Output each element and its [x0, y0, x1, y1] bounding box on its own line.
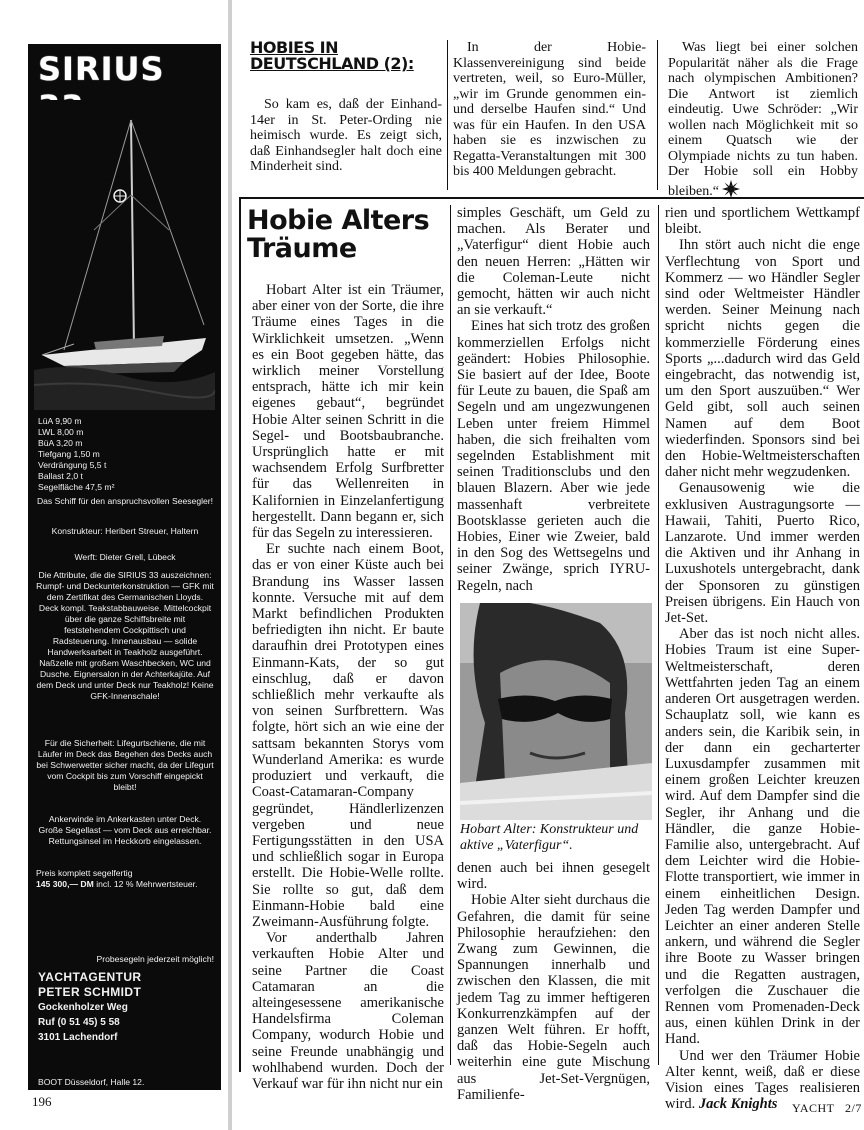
article-paragraph: Genausowenig wie die exklusiven Austragungsorte — Hawaii, Tahiti, Puerto Rico, Lanzarote. Und immer werden die Aktiven und ihr Anhang in Luxushotels untergebracht, dank der Sponsoren zu günstigen Preisen übrigens. Ein Hauch von Jet-Set.: [665, 480, 860, 627]
sirius-advert: [28, 44, 221, 1090]
agency-city: 3101 Lachendorf: [38, 1032, 118, 1043]
top-column-2: In der Hobie-Klassenvereinigung sind beide vertreten, weil, so Euro-Müller, „wir im Grunde genommen ein- und derselbe Haufen sind.“ Und was für ein Haufen. In den USA haben sie es inzwischen zu Regatta-Veranstaltungen mit 300 bis 400 Meldungen gebracht.: [453, 40, 646, 179]
article-paragraph: Vor anderthalb Jahren verkauften Hobie Alter und seine Partner die Coast Catamaran an die alteingesessene amerikanische Handelsfirma Coleman Company, wodurch Hobie und seine Freunde unabhängig und wohlhabend wurden. Doch der Verkauf war für ihn nicht nur ein: [252, 930, 444, 1092]
ad-price: [36, 868, 214, 890]
article-paragraph: Hobie Alter sieht durchaus die Gefahren, die damit für seine Philosophie heraufziehen: den Zwang zum Gewinnen, die Spannungen innerhalb und zwischen den Klassen, die mit jedem Tag zu immer heftigeren Konkurrenzkämpfen auf der ganzen Welt führen. Er hofft, daß das Hobie-Segeln auch weiterhin eine gute Mischung aus Jet-Set-Vergnügen, Familienfe-: [457, 892, 650, 1103]
spec-item: LWL 8,00 m: [38, 427, 84, 437]
ad-tagline: Das Schiff für den anspruchsvollen Seesegler!: [36, 496, 214, 506]
article-paragraph: Ihn stört auch nicht die enge Verflechtung von Sport und Kommerz — wo Händler Segler sind oder Weltmeister Händler werden. Seiner Meinung nach spricht nichts gegen die kommerzielle Förderung eines Sports „...dadurch wird das Geld eingebracht, das notwendig ist, um den Sport auszuüben.“ Wer Geld gibt, soll auch seinen Namen auf dem Boot wiederfinden. Sponsors sind bei den Hobie-Weltmeisterschaften daher nicht mehr wegzudenken.: [665, 237, 860, 481]
spec-item: Verdrängung 5,5 t: [38, 460, 107, 470]
ad-boat-show: BOOT Düsseldorf, Halle 12.: [38, 1077, 145, 1087]
ad-brand-logo: SIRIUS: [38, 50, 165, 88]
article-paragraph: rien und sportlichem Wettkampf bleibt.: [665, 205, 860, 238]
price-value: 145 300,— DM: [36, 879, 94, 889]
spec-item: Tiefgang 1,50 m: [38, 449, 100, 459]
ad-attributes: Die Attribute, die die SIRIUS 33 auszeichnen: Rumpf- und Deckunterkonstruktion — GFK mit dem Zertifikat des Germanischen Lloyds. Deck kompl. Teakstabbauweise. Mittelcockpit über die ganze Schiffsbreite mit feststehendem Cockpittisch und Radsteuerung. Innenausbau — solide Handwerksarbeit in Teakholz ausgeführt. Naßzelle mit großem Waschbecken, WC und Dusche. Eignersalon in der Achterkajüte. Auf dem Deck und unter Deck nur Teakholz! Keine GFK-Innenschale!: [36, 570, 214, 701]
ad-trial: Probesegeln jederzeit möglich!: [96, 954, 214, 964]
hobart-alter-photo: [460, 603, 652, 820]
price-note: incl. 12 % Mehrwertsteuer.: [96, 879, 198, 889]
agency-street: Gockenholzer Weg: [38, 1002, 128, 1013]
sailboat-photo: [34, 100, 215, 410]
page-number: 196: [32, 1094, 52, 1109]
issue-number: 2/7: [845, 1101, 862, 1115]
column-rule: [658, 205, 659, 1065]
agency-line-1: YACHTAGENTUR: [38, 970, 142, 984]
article-column-2: [457, 205, 650, 594]
top-column-3: [668, 40, 858, 199]
photo-caption: Hobart Alter: Konstrukteur und aktive „Vaterfigur“.: [460, 822, 639, 853]
article-paragraph: Eines hat sich trotz des großen kommerziellen Erfolgs nicht geändert: Hobies Philosophie. Sie basiert auf der Idee, Boote für Leute zu bauen, die Spaß am Segeln und am ungezwungenen Leben unter freiem Himmel haben, die sich freihalten vom segelnden Establishment mit seinen Traditionsclubs und den blauen Blazern. Aber wie jede massenhaft verbreitete Bootsklasse gerieten auch die Hobies, Einer wie Zweier, bald in den Sog des Wettsegelns und seiner Zwänge, sprich IYRU-Regeln, nach: [457, 318, 650, 594]
ad-contact: [38, 970, 214, 1045]
end-mark-icon: [722, 180, 740, 198]
ad-anchor: Ankerwinde im Ankerkasten unter Deck. Große Segellast — vom Deck aus erreichbar. Rettungsinsel im Heckkorb eingelassen.: [38, 814, 212, 846]
article-paragraph: simples Geschäft, um Geld zu machen. Als Berater und „Vaterfigur“ dient Hobie auch den neuen Herren: „Hätten wir die Coleman-Leute nicht gemocht, hätten wir auch nicht an sie verkauft.“: [457, 205, 650, 319]
article-column-2-continued: [457, 860, 650, 1103]
article-title: Hobie Alters Träume: [247, 205, 430, 264]
column-rule: [657, 40, 658, 190]
column-rule: [450, 205, 451, 1065]
spec-item: LüA 9,90 m: [38, 416, 82, 426]
article-closing-text: Und wer den Träumer Hobie Alter kennt, weiß, daß er diese Vision eines Tages realisieren wird.: [665, 1047, 860, 1113]
column-rule: [447, 40, 448, 190]
top-column-3-text: Was liegt bei einer solchen Popularität näher als die Frage nach olympischen Ambitionen? Die Antwort ist ziemlich eindeutig. Uwe Schröder: „Wir wollen nach Möglichkeit mit so einem Quatsch wie der Olympiade nichts zu tun haben. Der Hobie soll ein Hobby bleiben.“: [668, 40, 858, 199]
article-paragraph: Er suchte nach einem Boot, das er von einer Küste auch bei Brandung ins Wasser lassen konnte. Versuche mit auf dem Markt befindlichen Produkten befriedigten ihn nicht. Er baute daraufhin drei Prototypen eines Einmann-Kats, der so gut einschlug, daß er davon schließlich mehr verkaufte als von seinen Surfbrettern. Was folgte, hört sich an wie eine der sattsam bekannten Storys vom Wunderland Amerika: es wurde produziert und verkauft, die Coast-Catamaran-Company gegründet, Händlerlizenzen vergeben und neue Fertigungsstätten in den USA und schließlich sogar in Europa erstellt. Die Hobie-Welle rollte. Sie rollte so gut, daß dem Einmann-Hobie bald eine Zweimann-Ausführung folgte.: [252, 541, 444, 930]
author-signature: Jack Knights: [698, 1096, 778, 1113]
article-paragraph: Hobart Alter ist ein Träumer, aber einer von der Sorte, die ihre Träume eines Tages in die Wirklichkeit umsetzen. „Wenn es ein Boot gegeben hätte, das wirklich meiner Vorstellung entsprach, hätte ich mir kein eigenes gebaut“, begründet Hobie Alter seinen Schritt in die Segel- und Bootsbaubranche. Ursprünglich hatte er mit wachsendem Erfolg Surfbretter für das Wellenreiten in Kalifornien in Einzelanfertigung hergestellt. Dann begann er, sich für das Segeln zu interessieren.: [252, 282, 444, 542]
ad-spec-list: [38, 416, 214, 493]
article-paragraph: Aber das ist noch nicht alles. Hobies Traum ist eine Super-Weltmeisterschaft, deren Wettfahrten jeden Tag an einem anderen Ort ausgetragen werden. Schauplatz soll, wie kann es anders sein, die Karibik sein, in der dann ein gecharterter Luxusdampfer zusammen mit einem großen Leichter kreuzen wird. Auf dem Dampfer sind die Segler, ihr Anhang und die Händler, die ganze Hobie-Familie also, untergebracht. Auf dem Leichter wird die Hobie-Flotte transportiert, wie immer in einem einheitlichen Design. Jeden Tag werden Dampfer und Leichter an einer anderen Stelle ankern, und während die Segler ihre Boote zu Wasser bringen und die Regatten austragen, verfolgen die Zuschauer die Rennen vom Promenaden-Deck aus, einen kühlen Drink in der Hand.: [665, 626, 860, 1048]
agency-phone: Ruf (0 51 45) 5 58: [38, 1017, 120, 1028]
top-headline: HOBIES IN DEUTSCHLAND (2):: [250, 38, 414, 73]
magazine-footer: [792, 1101, 862, 1116]
page-gutter: [228, 0, 232, 1130]
magazine-name: YACHT: [792, 1101, 835, 1115]
article-paragraph: denen auch bei ihnen gesegelt wird.: [457, 860, 650, 893]
ad-designer: Konstrukteur: Heribert Streuer, Haltern: [51, 526, 199, 536]
price-label: Preis komplett segelfertig: [36, 868, 133, 878]
article-column-1: [252, 282, 444, 1092]
spec-item: Ballast 2,0 t: [38, 471, 83, 481]
top-column-1: So kam es, daß der Einhand-14er in St. Peter-Ording nie heimisch wurde. Es zeigt sich, daß Einhandsegler halt doch eine Minderheit sind.: [250, 97, 442, 174]
article-column-3: [665, 205, 860, 1112]
spec-item: Segelfläche 47,5 m²: [38, 482, 115, 492]
agency-line-2: PETER SCHMIDT: [38, 985, 142, 999]
ad-yard: Werft: Dieter Grell, Lübeck: [74, 552, 176, 562]
ad-safety: Für die Sicherheit: Lifegurtschiene, die mit Läufer im Deck das Begehen des Decks auch bei Schwerwetter sicher macht, da der Lifegurt vom Cockpit bis zum Vorschiff eingepickt bleibt!: [36, 738, 214, 792]
spec-item: BüA 3,20 m: [38, 438, 83, 448]
